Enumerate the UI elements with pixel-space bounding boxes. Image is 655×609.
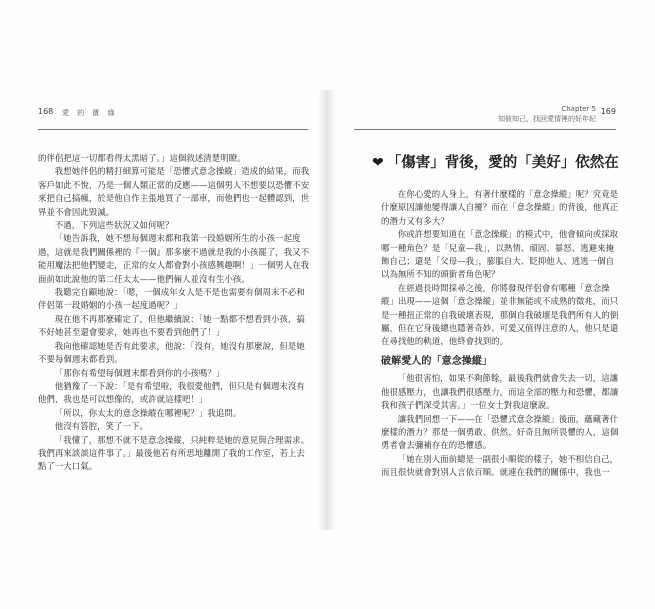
paragraph: 現在他不再那麼確定了，但他繼續說：「她一點都不想看到小孩，搞不好她甚至還會要求，她再也不要看到他們了！」	[38, 313, 305, 338]
paragraph: 他沒有答腔，笑了一下。	[54, 421, 149, 432]
section-heading	[372, 151, 619, 172]
paragraph: 「她告訴我，她不想每個週末都和我第一段婚姻所生的小孩一起度過，這就是我們關係裡的『一個』那多麼不過就是我的小孩罷了，我又不能用魔法把他們變走，正常的女人都會對小孩感興趣啊！」一個男人在我面前如此說他的第二任太太——他們倆人並沒有生小孩。	[38, 233, 310, 284]
paragraph: 讓我們回想一下——在「恐懼式意念操縱」後面，蘊藏著什麼樣的潛力？那是一個勇敢、供然、好奇且無所畏懼的人，這個勇者會去彌補存在的恐懼感。	[381, 413, 619, 451]
left-page	[0, 0, 327, 609]
paragraph: 在你心愛的人身上，有著什麼樣的「意念操縱」呢？究竟是什麼原因讓他變得讓人自擾？而在「意念操縱」的背後，他真正的潛力又有多大？	[381, 189, 619, 226]
right-page	[327, 0, 655, 609]
paragraph: 「他很害怕，如果不夠節餘，最後我們就會失去一切，這讓他很感壓力，也讓我們很感壓力，而這全部的壓力和恐懼，都讓我和孩子們深受其害。」一位女士對我這麼說。	[381, 373, 619, 411]
paragraph: 他猶豫了一下說：「是有希望啦，我很愛他們，但只是有個週末沒有他們，我也是可以想像的，或許就這樣吧！」	[38, 380, 305, 405]
chapter-header	[498, 104, 596, 124]
book-title: 愛 的 匱 綠	[62, 109, 118, 117]
left-running-head	[38, 104, 308, 130]
section-heading-text: 「傷害」背後，愛的「美好」依然在	[386, 155, 619, 171]
paragraph: 「所以，你太太的意念操縱在哪裡呢？」我追問。	[54, 407, 242, 418]
paragraph: 我想她伴侶的精打細算可能是「恐懼式意念操縱」造成的結果，而我客戶如此不悅，乃是一個人類正常的反應——這個男人不想要以恐懼不安來把自己搞瘋，於是他自作主張地買了一部車，而他們也一起體認到，世界並不會因此毀滅。	[38, 166, 310, 217]
chapter-label: Chapter 5	[561, 105, 596, 113]
right-body-text	[381, 188, 621, 480]
right-running-head	[327, 104, 616, 130]
paragraph: 你或許想要知道在「意念操縱」的模式中，他會傾向或採取哪一種角色？是「兒童—我」，以熱情、頑固、暴怒、逃避來掩飾自己；還是「父母—我」，膨脹自大、眨抑他人、逃逃一個自以為無所不知的頭銜者角色呢？	[381, 229, 619, 280]
paragraph: 的伴侶把這一切都看得太黑暗了。」這個敘述清楚明瞭。	[38, 153, 246, 163]
heart-icon: ❤	[372, 155, 384, 171]
paragraph: 我聽完自顧地說：「嗯，一個成年女人是不是也需要有個周末不必和伴侶第一段婚姻的小孩一起度過呢？」	[38, 287, 305, 311]
right-page-number: 169	[600, 107, 616, 116]
left-header-rule	[38, 129, 308, 130]
paragraph: 「我懂了，那想不就不是意念操縱，只純粹是她的意見與合理需求。我們再來談談這件事了。」最後他若有所思地離開了我的工作室，若上去點了一大口氣。	[38, 434, 310, 472]
right-header-rule	[354, 129, 616, 130]
paragraph: 「她在別人面前總是一副很小順從的樣子，她不相信自己，而且很快就會對別人言依百順。就連在我們的關係中，我也一	[381, 453, 619, 478]
left-body-text	[38, 152, 310, 474]
subheading: 破解愛人的「意念操縱」	[381, 355, 493, 367]
paragraph: 在經過長時間採尋之後，你將發現伴侶會有哪種「意念操縱」出現——這個「意念操縱」並非無能或不成熟的徵兆，而只是一種扭正常的自我破壞表現，那個自我破壞是我們所有人的倒屬，但在它身後總也隱著奇妙、可愛又值得注意的人，他只是還在尋找他的軌道，他終會找到的。	[381, 282, 619, 347]
chapter-subtitle: 知彼知己，找回愛情裡的好年紀	[498, 115, 596, 123]
paragraph: 「那你有希望每個週末都看到你的小孩嗎？」	[54, 367, 225, 378]
book-gutter-shadow	[318, 90, 336, 530]
paragraph: 我向他確認她是否有此要求，他說：「沒有，她沒有那麼說，但是她不要每個週末都看到。	[38, 340, 305, 365]
paragraph: 不過，下列這些狀況又如何呢？	[54, 220, 174, 231]
left-page-number: 168	[38, 107, 54, 116]
